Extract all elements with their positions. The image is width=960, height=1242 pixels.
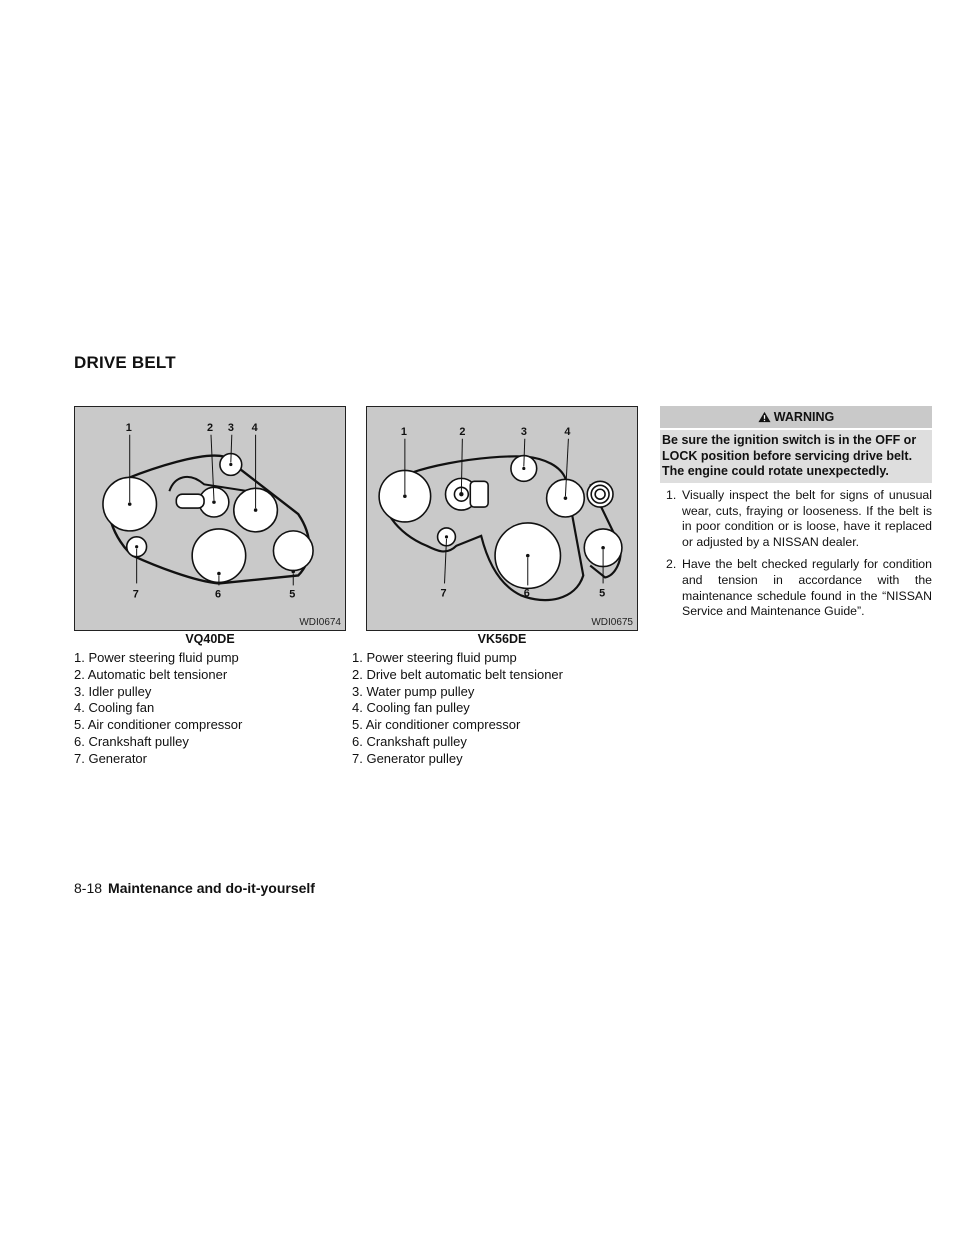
figure-caption-vk56de: VK56DE xyxy=(477,632,527,646)
callout-1: 1 xyxy=(400,425,407,438)
list-item: 2. Drive belt automatic belt tensioner xyxy=(352,666,563,682)
list-item: 1. Power steering fluid pump xyxy=(74,650,239,665)
callout-4: 4 xyxy=(251,421,258,434)
list-item: 3. Idler pulley xyxy=(74,683,152,699)
list-item: 4. Cooling fan xyxy=(74,700,155,716)
list-item: 6. Crankshaft pulley xyxy=(352,733,467,749)
figure-caption-vq40de: VQ40DE xyxy=(185,632,235,646)
callout-4: 4 xyxy=(564,425,571,438)
chapter-title: Maintenance and do-it-yourself xyxy=(108,880,315,896)
callout-2: 2 xyxy=(459,425,466,438)
list-item: 4. Cooling fan pulley xyxy=(352,700,470,716)
list-item: 3. Water pump pulley xyxy=(352,683,475,699)
warning-triangle-icon xyxy=(758,411,771,423)
inspection-steps xyxy=(660,488,932,627)
step-text: Have the belt checked regularly for condition and tension in accordance with the maintenance schedule found in the “NISSAN Service and Maintenance Guide”. xyxy=(682,557,932,619)
belt-routing-drawing-vq40de xyxy=(75,407,345,630)
callout-5: 5 xyxy=(599,587,606,600)
list-item: 5. Air conditioner compressor xyxy=(352,717,521,733)
list-item xyxy=(660,557,932,619)
callout-2: 2 xyxy=(207,421,214,434)
belt-diagram-vq40de xyxy=(74,406,346,631)
page-number: 8-18 xyxy=(74,880,103,896)
figure-code: WDI0674 xyxy=(299,617,341,628)
callout-5: 5 xyxy=(289,588,296,601)
figure-code: WDI0675 xyxy=(591,617,633,628)
parts-list-vq40de xyxy=(74,650,242,768)
callout-7: 7 xyxy=(132,588,139,601)
callout-1: 1 xyxy=(125,421,132,434)
step-text: Visually inspect the belt for signs of unusual wear, cuts, fraying or looseness. If the belt is in poor condition or is loose, have it replaced or adjusted by a NISSAN dealer. xyxy=(682,488,932,549)
list-item: 5. Air conditioner compressor xyxy=(74,717,243,733)
warning-title: WARNING xyxy=(773,410,835,424)
callout-3: 3 xyxy=(520,425,527,438)
list-item: 7. Generator pulley xyxy=(352,750,463,766)
belt-routing-drawing-vk56de xyxy=(367,407,637,630)
belt-diagram-vk56de xyxy=(366,406,638,631)
list-item: 7. Generator xyxy=(74,750,147,766)
callout-6: 6 xyxy=(214,588,222,601)
warning-text: Be sure the ignition switch is in the OFF or LOCK position before servicing drive belt. The engine could rotate unexpectedly. xyxy=(660,430,932,483)
section-title: DRIVE BELT xyxy=(74,353,176,372)
list-item: 2. Automatic belt tensioner xyxy=(74,666,228,682)
list-item: 1. Power steering fluid pump xyxy=(352,650,517,665)
page-footer xyxy=(74,880,315,896)
parts-list-vk56de xyxy=(352,650,563,768)
list-item xyxy=(660,488,932,550)
callout-7: 7 xyxy=(440,587,447,600)
step-number: 1. xyxy=(666,488,677,502)
list-item: 6. Crankshaft pulley xyxy=(74,733,189,749)
warning-header xyxy=(660,406,932,428)
callout-6: 6 xyxy=(523,587,530,600)
step-number: 2. xyxy=(666,557,677,572)
callout-3: 3 xyxy=(227,421,234,434)
